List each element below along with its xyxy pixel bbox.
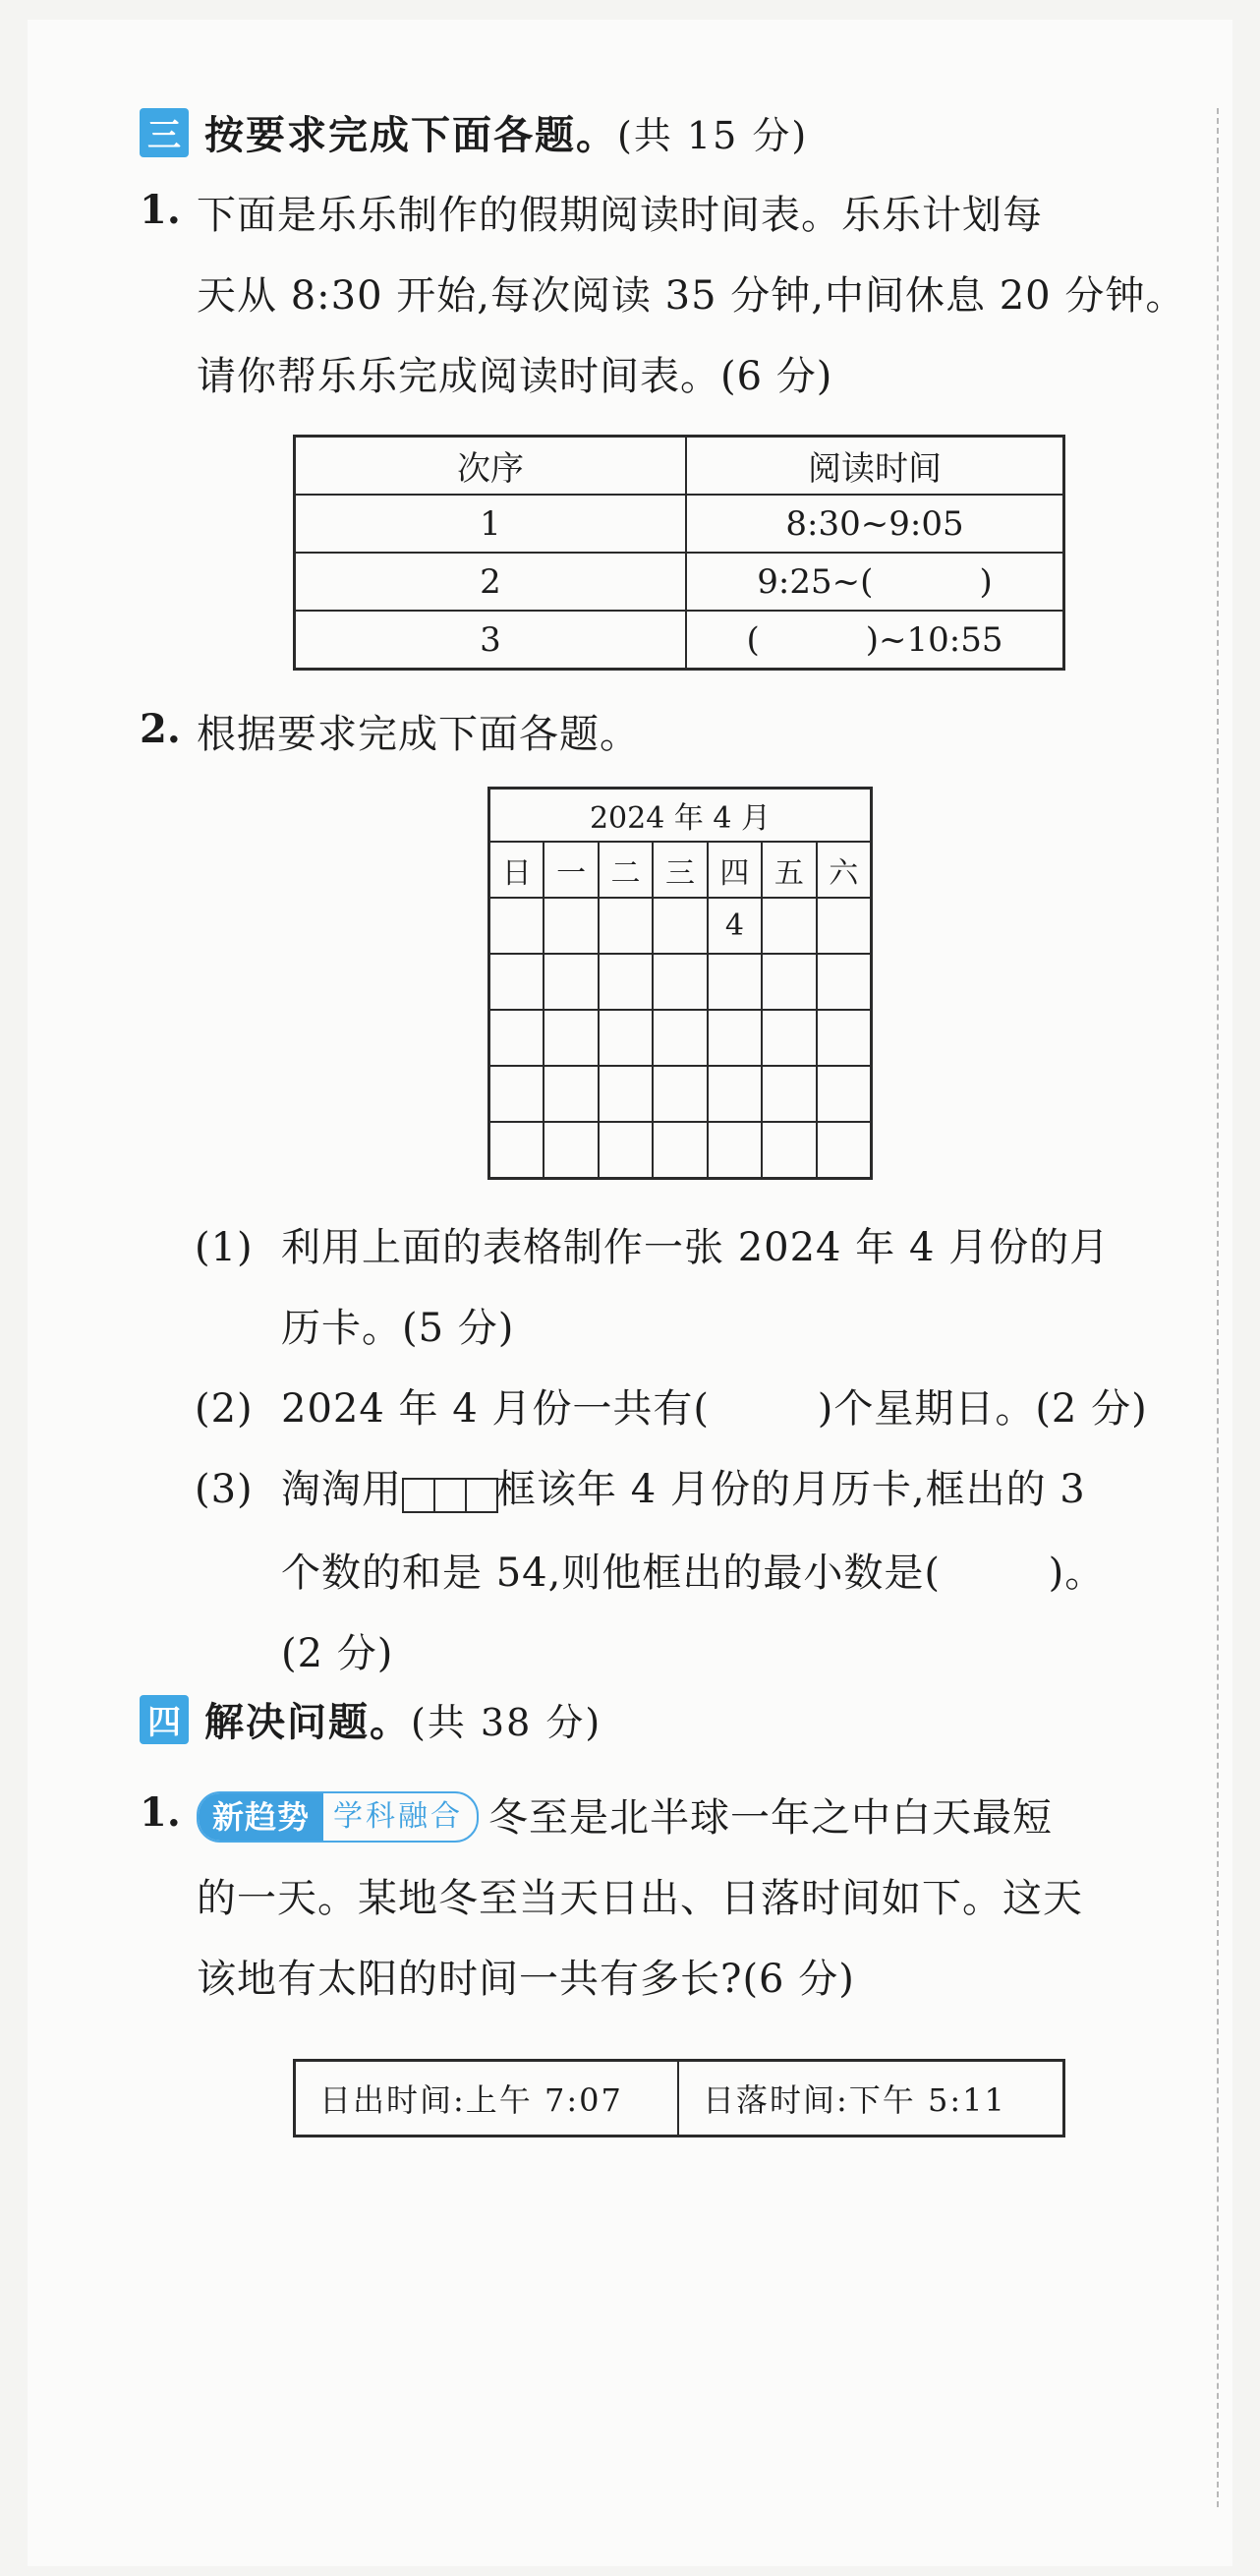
- text-line: 下面是乐乐制作的假期阅读时间表。乐乐计划每: [197, 193, 1043, 238]
- calendar-weekday-row: [489, 842, 872, 898]
- calendar-week-row: [489, 954, 872, 1010]
- sub-question-1: [195, 1207, 1197, 1369]
- calendar-cell-known: 4: [708, 898, 762, 954]
- header-order: 次序: [295, 437, 687, 496]
- calendar-cell[interactable]: [653, 1010, 707, 1066]
- calendar-cell[interactable]: [653, 898, 707, 954]
- calendar-cell[interactable]: [762, 1066, 816, 1122]
- calendar-cell[interactable]: [489, 898, 544, 954]
- calendar-title: 2024 年 4 月: [489, 789, 872, 843]
- sunrise-sunset-table: [293, 2059, 1065, 2137]
- calendar-cell[interactable]: [599, 1122, 653, 1179]
- calendar-cell[interactable]: [544, 1066, 598, 1122]
- calendar-cell[interactable]: [599, 898, 653, 954]
- sub-question-2: [195, 1369, 1148, 1449]
- calendar-week-row: [489, 1010, 872, 1066]
- calendar-cell[interactable]: [817, 954, 872, 1010]
- section-3-heading: [140, 104, 808, 160]
- calendar-week-row: [489, 1122, 872, 1179]
- calendar-cell[interactable]: [599, 1010, 653, 1066]
- calendar-cell[interactable]: [817, 1066, 872, 1122]
- weekday-mon: 一: [544, 842, 598, 898]
- sunset-time: 日落时间:下午 5:11: [678, 2061, 1064, 2137]
- calendar-cell[interactable]: [544, 1010, 598, 1066]
- section-3-badge: 三: [140, 108, 189, 157]
- weekday-wed: 三: [653, 842, 707, 898]
- calendar-cell[interactable]: [489, 1066, 544, 1122]
- tag-new-trend: 新趋势: [199, 1793, 323, 1841]
- calendar-cell[interactable]: [762, 954, 816, 1010]
- table-header-row: [295, 437, 1064, 496]
- sub-label: (1): [195, 1225, 254, 1270]
- table-row: [295, 2061, 1064, 2137]
- calendar-week-row: [489, 1066, 872, 1122]
- section-4-title: 解决问题。: [204, 1700, 411, 1745]
- text-line: 该地有太阳的时间一共有多长?(6 分): [197, 1957, 855, 2002]
- weekday-sun: 日: [489, 842, 544, 898]
- calendar-cell[interactable]: [708, 1122, 762, 1179]
- section-3-title: 按要求完成下面各题。: [204, 113, 617, 158]
- table-row: [295, 553, 1064, 611]
- sub-label: (3): [195, 1467, 254, 1512]
- calendar-cell[interactable]: [817, 898, 872, 954]
- question-number: 2.: [140, 706, 181, 752]
- calendar-cell[interactable]: [762, 1122, 816, 1179]
- calendar-week-row: [489, 898, 872, 954]
- section-3-score: (共 15 分): [617, 114, 809, 157]
- sub-text: 淘淘用: [281, 1467, 402, 1512]
- section-4-heading: [140, 1691, 601, 1747]
- calendar-cell[interactable]: [762, 898, 816, 954]
- sunrise-time: 日出时间:上午 7:07: [295, 2061, 679, 2137]
- cell-time-blank[interactable]: 9:25~( ): [686, 553, 1064, 611]
- calendar-cell[interactable]: [817, 1010, 872, 1066]
- text-line: 请你帮乐乐完成阅读时间表。(6 分): [197, 354, 833, 399]
- calendar-cell[interactable]: [817, 1122, 872, 1179]
- table-row: [295, 495, 1064, 553]
- section-4-question-1-text: [197, 1778, 1189, 2020]
- calendar-cell[interactable]: [708, 1010, 762, 1066]
- calendar-cell[interactable]: [489, 1010, 544, 1066]
- calendar-cell[interactable]: [599, 954, 653, 1010]
- cell-time-blank[interactable]: ( )~10:55: [686, 611, 1064, 670]
- sub-text: (2 分): [281, 1631, 394, 1676]
- sub-text: 历卡。(5 分): [281, 1306, 515, 1351]
- sub-text[interactable]: 个数的和是 54,则他框出的最小数是( )。: [281, 1551, 1106, 1596]
- sub-question-3: [195, 1449, 1197, 1694]
- text-line: 冬至是北半球一年之中白天最短: [488, 1795, 1054, 1841]
- cell-time: 8:30~9:05: [686, 495, 1064, 553]
- sub-text: 利用上面的表格制作一张 2024 年 4 月份的月: [281, 1225, 1111, 1270]
- calendar-cell[interactable]: [544, 954, 598, 1010]
- calendar-cell[interactable]: [653, 1122, 707, 1179]
- question-number: 1.: [140, 187, 181, 233]
- weekday-tue: 二: [599, 842, 653, 898]
- weekday-thu: 四: [708, 842, 762, 898]
- calendar-cell[interactable]: [544, 1122, 598, 1179]
- weekday-sat: 六: [817, 842, 872, 898]
- header-reading-time: 阅读时间: [686, 437, 1064, 496]
- cell-order: 2: [295, 553, 687, 611]
- sub-label: (2): [195, 1386, 254, 1432]
- weekday-fri: 五: [762, 842, 816, 898]
- section-4-badge: 四: [140, 1695, 189, 1744]
- three-box-frame-icon: [402, 1452, 496, 1533]
- question-2-text: 根据要求完成下面各题。: [197, 712, 640, 757]
- question-1-text: [197, 175, 1186, 417]
- section-4-score: (共 38 分): [411, 1701, 602, 1744]
- cell-order: 3: [295, 611, 687, 670]
- table-row: [295, 611, 1064, 670]
- text-line: 天从 8:30 开始,每次阅读 35 分钟,中间休息 20 分钟。: [197, 273, 1186, 319]
- calendar-title-row: [489, 789, 872, 843]
- calendar-cell[interactable]: [489, 954, 544, 1010]
- calendar-table: [487, 787, 873, 1180]
- calendar-cell[interactable]: [599, 1066, 653, 1122]
- trend-tag: [197, 1791, 479, 1843]
- reading-schedule-table: [293, 435, 1065, 671]
- calendar-cell[interactable]: [544, 898, 598, 954]
- cut-line: [1217, 108, 1219, 2507]
- cell-order: 1: [295, 495, 687, 553]
- calendar-cell[interactable]: [708, 954, 762, 1010]
- calendar-cell[interactable]: [489, 1122, 544, 1179]
- question-number: 1.: [140, 1789, 181, 1836]
- text-line: 的一天。某地冬至当天日出、日落时间如下。这天: [197, 1876, 1083, 1921]
- calendar-cell[interactable]: [653, 1066, 707, 1122]
- calendar-cell[interactable]: [653, 954, 707, 1010]
- sub-text[interactable]: 2024 年 4 月份一共有( )个星期日。(2 分): [281, 1386, 1148, 1432]
- calendar-cell[interactable]: [762, 1010, 816, 1066]
- sub-text: 框该年 4 月份的月历卡,框出的 3: [496, 1467, 1086, 1512]
- calendar-cell[interactable]: [708, 1066, 762, 1122]
- tag-interdisciplinary: 学科融合: [333, 1799, 464, 1834]
